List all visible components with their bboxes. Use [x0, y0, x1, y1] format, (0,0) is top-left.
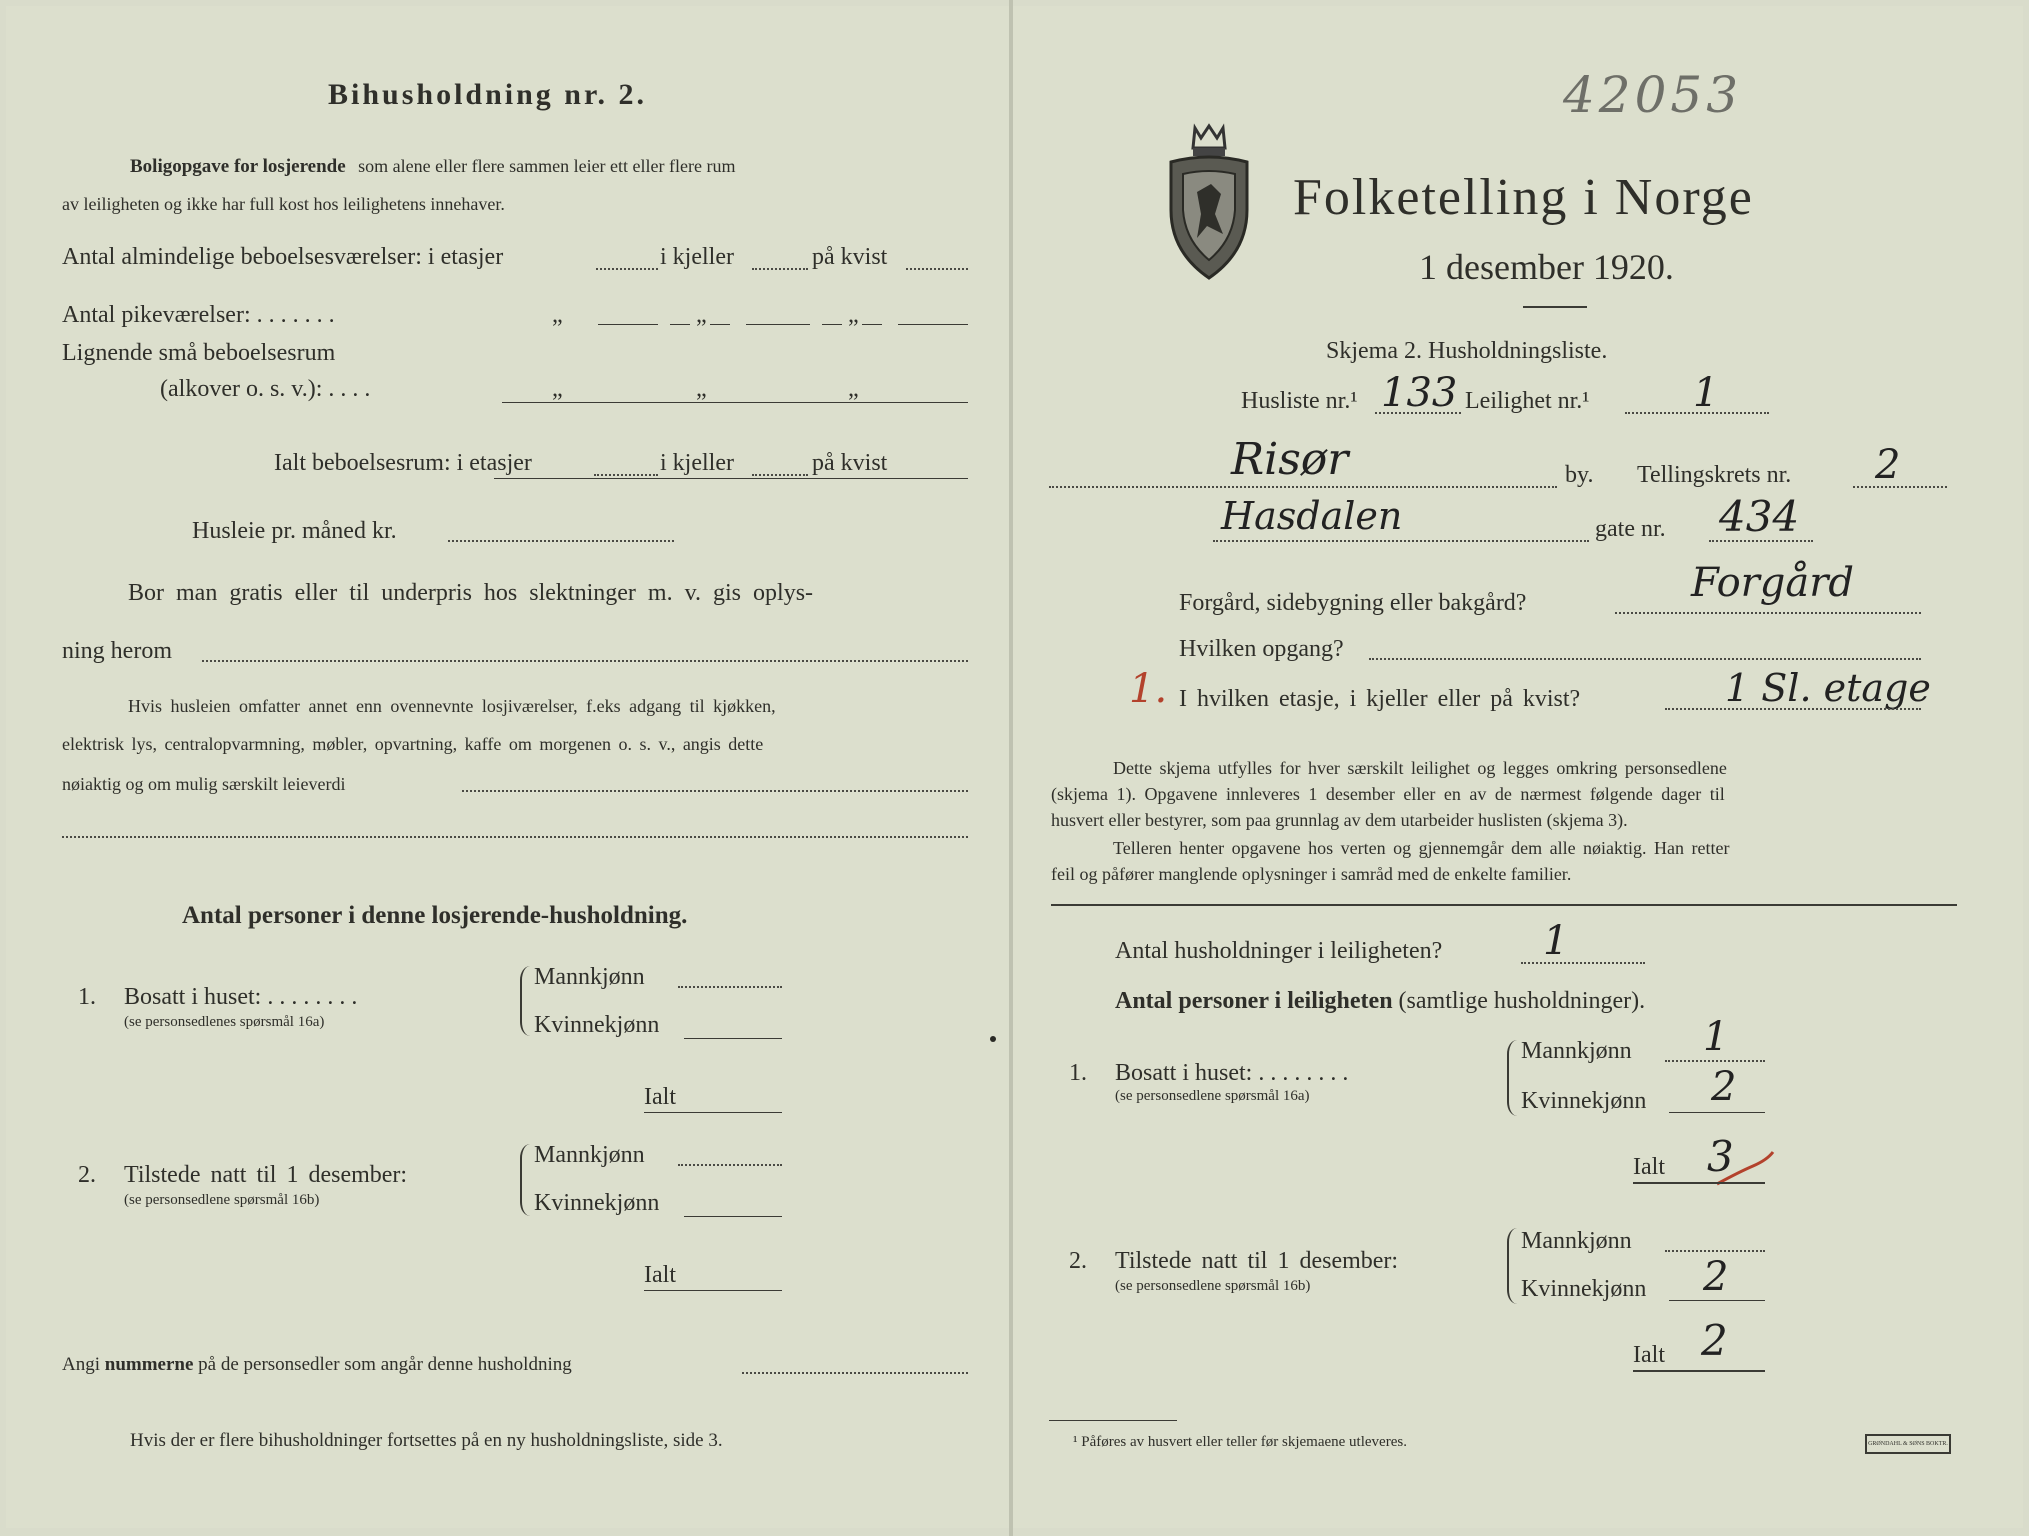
- footnote: ¹ Påføres av husvert eller teller før skjemaene utleveres.: [1073, 1434, 1407, 1450]
- pike-ditto-2: „: [696, 302, 707, 328]
- etasje-value[interactable]: 1 Sl. etage: [1725, 666, 1931, 710]
- pike-dash-3: [822, 324, 842, 325]
- pike-dash-4: [862, 324, 882, 325]
- lignende-underline: [502, 402, 968, 403]
- right-q1-mann-value[interactable]: 1: [1703, 1014, 1729, 1060]
- right-q1-ialt-field: [1633, 1182, 1765, 1184]
- right-q1-kvinne-label: Kvinnekjønn: [1521, 1088, 1647, 1114]
- left-q2-kvinne-label: Kvinnekjønn: [534, 1190, 660, 1216]
- rooms-kjeller-field[interactable]: [752, 268, 808, 270]
- antal-hush-label: Antal husholdninger i leiligheten?: [1115, 938, 1443, 964]
- right-q1-kvinne-value[interactable]: 2: [1711, 1064, 1737, 1110]
- form-date: 1 desember 1920.: [1419, 247, 1674, 287]
- lignende-ditto-3: „: [848, 376, 859, 402]
- by-label: by.: [1565, 462, 1594, 488]
- bor-line-2: ning herom: [62, 638, 172, 664]
- antal-pers-line: [1115, 988, 1645, 1015]
- left-q1-label: Bosatt i huset: . . . . . . . .: [124, 984, 358, 1010]
- right-q2-kvinne-field: [1669, 1300, 1765, 1301]
- tellingskrets-label: Tellingskrets nr.: [1637, 462, 1792, 488]
- street-field: [1213, 540, 1589, 542]
- left-footer: Hvis der er flere bihusholdninger fortsettes på en ny husholdningsliste, side 3.: [130, 1430, 723, 1451]
- bor-field[interactable]: [202, 660, 968, 662]
- ialt-etasjer-field[interactable]: [594, 474, 658, 476]
- right-q2-sub: (se personsedlene spørsmål 16b): [1115, 1278, 1311, 1294]
- pike-kvist-field[interactable]: [898, 324, 968, 325]
- printer-mark: GRØNDAHL & SØNS BOKTR.: [1865, 1434, 1951, 1454]
- lignende-ditto-2: „: [696, 376, 707, 402]
- dette-line-1: Dette skjema utfylles for hver særskilt leilighet og legges omkring personsedlene: [1113, 758, 1727, 778]
- right-q1-ialt-label: Ialt: [1633, 1154, 1665, 1180]
- angi-bold: nummerne: [104, 1354, 194, 1375]
- right-q1-mann-label: Mannkjønn: [1521, 1038, 1632, 1064]
- skjema-label: Skjema 2. Husholdningsliste.: [1326, 338, 1608, 364]
- husliste-field: [1375, 412, 1461, 414]
- right-q1-ialt-value[interactable]: 3: [1707, 1132, 1734, 1181]
- rooms-label: Antal almindelige beboelsesværelser: i etasjer: [62, 244, 504, 270]
- rooms-kvist-field[interactable]: [906, 268, 968, 270]
- angi-post: på de personsedler som angår denne husholdning: [198, 1354, 572, 1375]
- angi-pre: Angi: [62, 1354, 100, 1375]
- etasje-mark: 1.: [1129, 666, 1168, 712]
- right-q2-label: Tilstede natt til 1 desember:: [1115, 1248, 1399, 1274]
- right-q2-kvinne-value[interactable]: 2: [1703, 1254, 1729, 1300]
- leilighet-label: Leilighet nr.¹: [1465, 388, 1590, 414]
- etasje-label: I hvilken etasje, i kjeller eller på kvist?: [1179, 686, 1581, 712]
- opgang-field[interactable]: [1369, 658, 1921, 660]
- left-q2-brace: [520, 1144, 530, 1216]
- intro-line-2: av leiligheten og ikke har full kost hos leilighetens innehaver.: [62, 194, 505, 214]
- right-q2-num: 2.: [1069, 1248, 1087, 1274]
- antal-hush-field: [1521, 962, 1645, 964]
- husliste-label: Husliste nr.¹: [1241, 388, 1358, 414]
- left-q1-mann-label: Mannkjønn: [534, 964, 645, 990]
- etasje-field: [1665, 708, 1921, 710]
- left-heading: Bihusholdning nr. 2.: [328, 78, 648, 111]
- husleie-label: Husleie pr. måned kr.: [192, 518, 397, 544]
- left-q2-ialt-field[interactable]: [644, 1290, 782, 1291]
- dette-line-4: Telleren henter opgavene hos verten og gjennemgår dem alle nøiaktig. Han retter: [1113, 838, 1730, 858]
- leilighet-value[interactable]: 1: [1693, 370, 1719, 416]
- dette-line-2: (skjema 1). Opgavene innleveres 1 desember eller en av de nærmest følgende dager til: [1051, 784, 1725, 804]
- title-rule: [1523, 306, 1587, 308]
- pike-label: Antal pikeværelser: . . . . . . .: [62, 302, 335, 328]
- rooms-kjeller-label: i kjeller: [660, 244, 734, 270]
- leieverdi-field[interactable]: [462, 790, 968, 792]
- gate-value[interactable]: 434: [1719, 492, 1800, 541]
- pike-etasjer-field[interactable]: [598, 324, 658, 325]
- intro-bold: Boligopgave for losjerende: [130, 156, 346, 177]
- ialt-rooms-underline: [494, 478, 968, 479]
- lignende-label-2: (alkover o. s. v.): . . . .: [160, 376, 371, 402]
- pike-ditto-1: „: [552, 302, 563, 328]
- ialt-kjeller-label: i kjeller: [660, 450, 734, 476]
- leilighet-field: [1625, 412, 1769, 414]
- husliste-value[interactable]: 133: [1381, 370, 1458, 416]
- left-q2-label: Tilstede natt til 1 desember:: [124, 1162, 408, 1188]
- right-q2-mann-label: Mannkjønn: [1521, 1228, 1632, 1254]
- forgaard-label: Forgård, sidebygning eller bakgård?: [1179, 590, 1527, 616]
- pike-dash-2: [710, 324, 730, 325]
- intro-line-1: [130, 156, 735, 178]
- rooms-kvist-label: på kvist: [812, 244, 888, 270]
- left-q1-ialt-field[interactable]: [644, 1112, 782, 1113]
- forgaard-value[interactable]: Forgård: [1691, 560, 1854, 606]
- right-q1-mann-field: [1665, 1060, 1765, 1062]
- left-page: [6, 6, 1009, 1528]
- antal-hush-value[interactable]: 1: [1543, 918, 1569, 964]
- antal-pers-bold: Antal personer i leiligheten: [1115, 988, 1393, 1014]
- right-q2-mann-field: [1665, 1250, 1765, 1252]
- footnote-rule: [1049, 1420, 1177, 1421]
- gate-field: [1709, 540, 1813, 542]
- antal-pers-rest: (samtlige husholdninger).: [1398, 988, 1646, 1014]
- leieverdi-field-2[interactable]: [62, 836, 968, 838]
- intro-rest-1: som alene eller flere sammen leier ett eller flere rum: [358, 156, 736, 176]
- left-q1-sub: (se personsedlenes spørsmål 16a): [124, 1014, 325, 1030]
- right-q1-brace: [1507, 1040, 1517, 1116]
- hvis-line-3: nøiaktig og om mulig særskilt leieverdi: [62, 774, 346, 794]
- angi-field[interactable]: [742, 1372, 968, 1374]
- town-field: [1049, 486, 1557, 488]
- left-q2-mann-label: Mannkjønn: [534, 1142, 645, 1168]
- dette-line-3: husvert eller bestyrer, som paa grunnlag av dem utarbeider huslisten (skjema 3).: [1051, 810, 1628, 830]
- tellingskrets-field: [1853, 486, 1947, 488]
- ialt-rooms-label: Ialt beboelsesrum: i etasjer: [274, 450, 532, 476]
- left-q2-sub: (se personsedlene spørsmål 16b): [124, 1192, 320, 1208]
- angi-line: [62, 1354, 572, 1376]
- left-q2-kvinne-field[interactable]: [684, 1216, 782, 1217]
- right-q2-kvinne-label: Kvinnekjønn: [1521, 1276, 1647, 1302]
- hvis-line-2: elektrisk lys, centralopvarmning, møbler, opvartning, kaffe om morgenen o. s. v., angis dette: [62, 734, 764, 754]
- left-q1-ialt-label: Ialt: [644, 1084, 676, 1110]
- left-q2-mann-field[interactable]: [678, 1164, 782, 1166]
- left-q2-num: 2.: [78, 1162, 96, 1188]
- hvis-line-1: Hvis husleien omfatter annet enn ovennevnte losjiværelser, f.eks adgang til kjøkken,: [128, 696, 776, 716]
- ialt-kjeller-field[interactable]: [752, 474, 808, 476]
- form-title: Folketelling i Norge: [1293, 169, 1754, 226]
- pike-dash-1: [670, 324, 690, 325]
- left-q1-num: 1.: [78, 984, 96, 1010]
- gate-label: gate nr.: [1595, 516, 1666, 542]
- left-q1-kvinne-field[interactable]: [684, 1038, 782, 1039]
- rooms-etasjer-field[interactable]: [596, 268, 658, 270]
- right-q2-ialt-label: Ialt: [1633, 1342, 1665, 1368]
- bor-line-1: Bor man gratis eller til underpris hos slektninger m. v. gis oplys-: [128, 580, 814, 606]
- ialt-kvist-label: på kvist: [812, 450, 888, 476]
- town-value[interactable]: Risør: [1231, 434, 1349, 485]
- right-q2-ialt-value[interactable]: 2: [1701, 1316, 1728, 1365]
- forgaard-field: [1615, 612, 1921, 614]
- stamp-number: 42053: [1563, 66, 1743, 124]
- dette-line-5: feil og påfører manglende oplysninger i samråd med de enkelte familier.: [1051, 864, 1572, 884]
- right-q2-ialt-field: [1633, 1370, 1765, 1372]
- husleie-field[interactable]: [448, 540, 674, 542]
- right-q1-sub: (se personsedlene spørsmål 16a): [1115, 1088, 1310, 1104]
- left-q1-brace: [520, 966, 530, 1036]
- left-q1-mann-field[interactable]: [678, 986, 782, 988]
- antal-heading: Antal personer i denne losjerende-husholdning.: [182, 902, 688, 929]
- opgang-label: Hvilken opgang?: [1179, 636, 1344, 662]
- right-q1-num: 1.: [1069, 1060, 1087, 1086]
- section-rule: [1051, 904, 1957, 906]
- right-q2-brace: [1507, 1228, 1517, 1304]
- right-q1-label: Bosatt i huset: . . . . . . . .: [1115, 1060, 1349, 1086]
- pike-ditto-3: „: [848, 302, 859, 328]
- ink-dot: [990, 1036, 996, 1042]
- lignende-ditto-1: „: [552, 376, 563, 402]
- right-q1-kvinne-field: [1669, 1112, 1765, 1113]
- right-page: [1013, 6, 2023, 1528]
- lignende-label-1: Lignende små beboelsesrum: [62, 340, 336, 366]
- street-value[interactable]: Hasdalen: [1221, 494, 1403, 538]
- pike-kjeller-field[interactable]: [746, 324, 810, 325]
- left-q2-ialt-label: Ialt: [644, 1262, 676, 1288]
- tellingskrets-value[interactable]: 2: [1875, 442, 1901, 488]
- left-q1-kvinne-label: Kvinnekjønn: [534, 1012, 660, 1038]
- coat-of-arms-icon: [1167, 122, 1251, 280]
